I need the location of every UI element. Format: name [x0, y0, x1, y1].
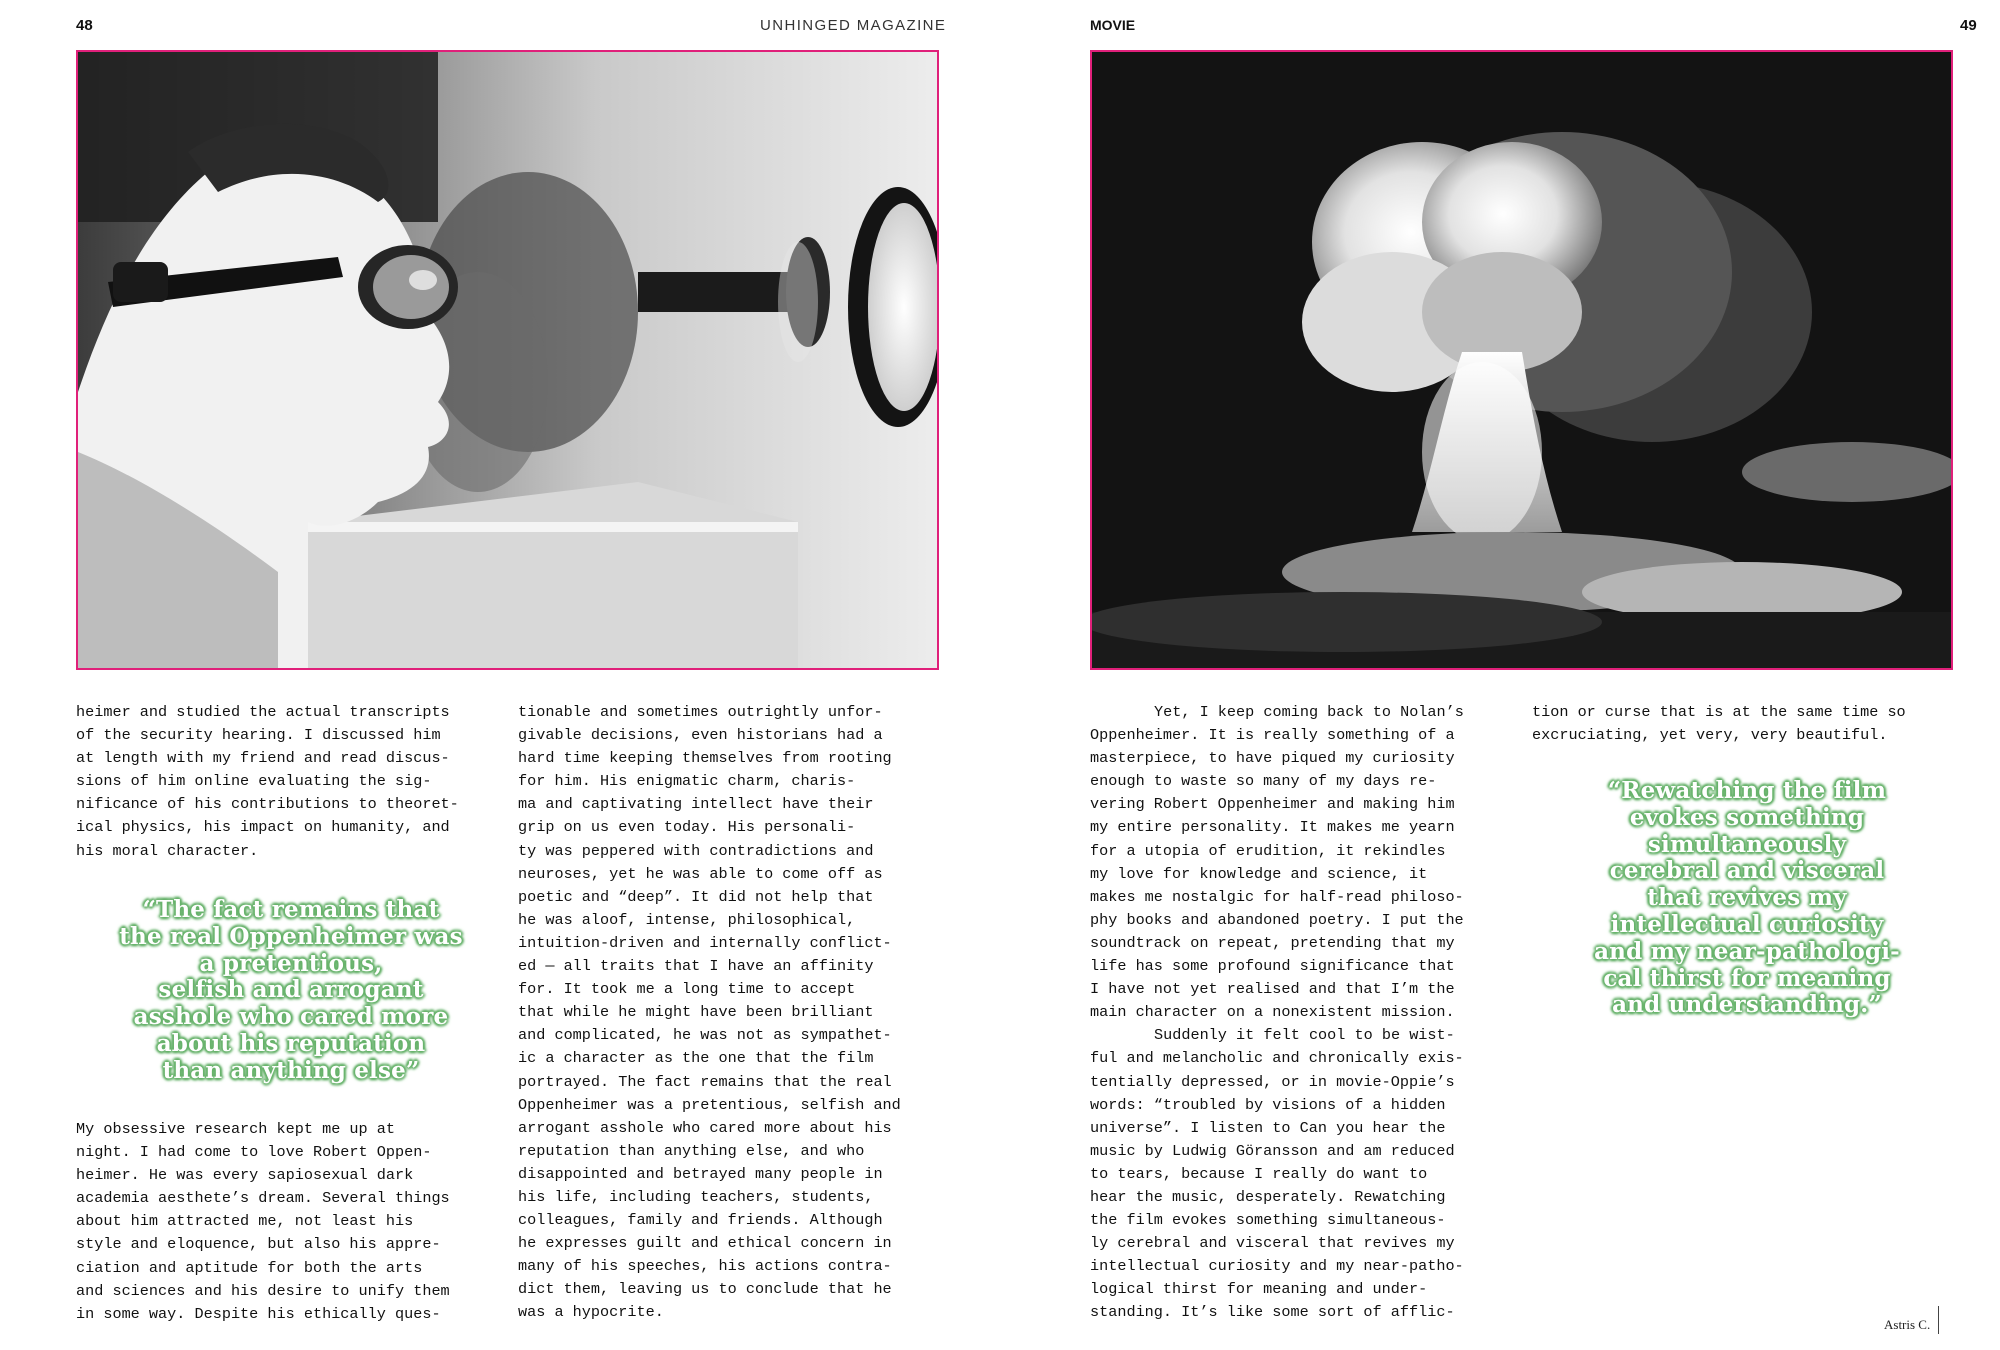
body-line: ed — all traits that I have an affinity: [518, 957, 874, 976]
body-line: sions of him online evaluating the sig-: [76, 772, 432, 791]
pull-quote-line: selfish and arrogant: [158, 976, 424, 1004]
body-line: ma and captivating intellect have their: [518, 795, 874, 814]
body-line: ic a character as the one that the film: [518, 1049, 874, 1068]
body-line: standing. It’s like some sort of afflic-: [1090, 1303, 1455, 1322]
pull-quote-line: and understanding.”: [1612, 991, 1882, 1019]
author-credit: Astris C.: [1884, 1317, 1931, 1332]
body-line: and complicated, he was not as sympathet-: [518, 1026, 892, 1045]
body-line: for him. His enigmatic charm, charis-: [518, 772, 856, 791]
pull-quote-line: and my near-pathologi-: [1594, 937, 1900, 965]
body-line: soundtrack on repeat, pretending that my: [1090, 933, 1455, 952]
left-column-2: [518, 701, 948, 1325]
body-line: makes me nostalgic for half-read philoso-: [1090, 887, 1464, 906]
body-line: heimer. He was every sapiosexual dark: [76, 1166, 414, 1185]
body-line: night. I had come to love Robert Oppen-: [76, 1143, 432, 1162]
body-line: the film evokes something simultaneous-: [1090, 1211, 1446, 1230]
body-line: my love for knowledge and science, it: [1090, 864, 1428, 883]
body-line: at length with my friend and read discus-: [76, 749, 450, 768]
page-number-right: 49: [1960, 17, 1977, 34]
body-line: ical physics, his impact on humanity, and: [76, 818, 450, 837]
body-line: portrayed. The fact remains that the real: [518, 1072, 892, 1091]
pull-quote-line: asshole who cared more: [133, 1003, 449, 1031]
credit-divider: [1938, 1306, 1939, 1334]
body-line: was a hypocrite.: [518, 1303, 664, 1322]
body-line: neuroses, yet he was able to come off as: [518, 864, 883, 883]
body-line: tentially depressed, or in movie-Oppie’s: [1090, 1072, 1455, 1091]
body-line: reputation than anything else, and who: [518, 1141, 865, 1160]
pull-quote-line: simultaneously: [1647, 830, 1847, 858]
left-column-1-bottom: [76, 1118, 506, 1326]
body-line: vering Robert Oppenheimer and making him: [1090, 795, 1455, 814]
body-line: disappointed and betrayed many people in: [518, 1164, 883, 1183]
pull-quote-line: “The fact remains that: [142, 896, 440, 923]
body-line: Oppenheimer was a pretentious, selfish and: [518, 1095, 901, 1114]
body-line: enough to waste so many of my days re-: [1090, 772, 1437, 791]
pull-quote-line: that revives my: [1647, 884, 1847, 912]
body-line: dict them, leaving us to conclude that he: [518, 1280, 892, 1299]
body-line: poetic and “deep”. It did not help that: [518, 887, 874, 906]
right-column-1: [1090, 701, 1520, 1325]
body-line: of the security hearing. I discussed him: [76, 726, 441, 745]
pull-quote-left: [76, 897, 506, 1085]
body-line: universe”. I listen to Can you hear the: [1090, 1118, 1446, 1137]
photo-illustration-explosion: [1092, 52, 1953, 670]
body-line: life has some profound significance that: [1090, 957, 1455, 976]
body-line: and sciences and his desire to unify them: [76, 1281, 450, 1300]
page-number-left: 48: [76, 17, 93, 34]
mushroom-cloud-photo: [1090, 50, 1953, 670]
body-line: arrogant asshole who cared more about his: [518, 1118, 892, 1137]
pull-quote-line: evokes something: [1629, 803, 1865, 831]
pull-quote-line: about his reputation: [156, 1029, 426, 1057]
body-line: many of his speeches, his actions contra-: [518, 1257, 892, 1276]
body-line: about him attracted me, not least his: [76, 1212, 414, 1231]
body-line: tionable and sometimes outrightly unfor-: [518, 703, 883, 721]
body-line: phy books and abandoned poetry. I put the: [1090, 910, 1464, 929]
body-line: Suddenly it felt cool to be wist-: [1154, 1026, 1455, 1045]
pull-quote-right: [1532, 778, 1962, 1019]
right-page: [1000, 0, 2000, 1350]
body-line: intuition-driven and internally conflict-: [518, 933, 892, 952]
body-line: for. It took me a long time to accept: [518, 980, 856, 999]
body-line: his moral character.: [76, 841, 259, 860]
body-line: heimer and studied the actual transcripts: [76, 703, 450, 721]
body-line: colleagues, family and friends. Although: [518, 1211, 883, 1230]
pull-quote-line: the real Oppenheimer was: [119, 922, 463, 950]
body-line: in some way. Despite his ethically ques-: [76, 1304, 441, 1323]
photo-illustration-goggles: [78, 52, 939, 670]
body-line: to tears, because I really do want to: [1090, 1164, 1428, 1183]
body-line: My obsessive research kept me up at: [76, 1120, 395, 1138]
body-line: words: “troubled by visions of a hidden: [1090, 1095, 1446, 1114]
body-line: masterpiece, to have piqued my curiosity: [1090, 749, 1455, 768]
body-line: style and eloquence, but also his appre-: [76, 1235, 441, 1254]
body-line: ciation and aptitude for both the arts: [76, 1258, 423, 1277]
body-line: Oppenheimer. It is really something of a: [1090, 726, 1455, 745]
body-line: Yet, I keep coming back to Nolan’s: [1154, 703, 1464, 721]
section-label: MOVIE: [1090, 17, 1136, 33]
body-line: he was aloof, intense, philosophical,: [518, 910, 856, 929]
body-line: main character on a nonexistent mission.: [1090, 1003, 1455, 1022]
body-line: excruciating, yet very, very beautiful.: [1532, 726, 1888, 745]
body-line: tion or curse that is at the same time so: [1532, 703, 1906, 721]
body-line: hear the music, desperately. Rewatching: [1090, 1187, 1446, 1206]
body-line: logical thirst for meaning and under-: [1090, 1280, 1428, 1299]
right-column-2: [1532, 701, 1962, 747]
pull-quote-line: than anything else”: [162, 1056, 420, 1084]
body-line: my entire personality. It makes me yearn: [1090, 818, 1455, 837]
body-line: he expresses guilt and ethical concern in: [518, 1234, 892, 1253]
body-line: ful and melancholic and chronically exis-: [1090, 1049, 1464, 1068]
body-line: ty was peppered with contradictions and: [518, 841, 874, 860]
man-in-goggles-photo: [76, 50, 939, 670]
body-line: his life, including teachers, students,: [518, 1187, 874, 1206]
body-line: for a utopia of erudition, it rekindles: [1090, 841, 1446, 860]
running-head: UNHINGED MAGAZINE: [760, 17, 947, 34]
body-line: I have not yet realised and that I’m the: [1090, 980, 1455, 999]
body-line: givable decisions, even historians had a: [518, 726, 883, 745]
body-line: music by Ludwig Göransson and am reduced: [1090, 1141, 1455, 1160]
body-line: that while he might have been brilliant: [518, 1003, 874, 1022]
body-line: grip on us even today. His personali-: [518, 818, 856, 837]
pull-quote-line: “Rewatching the film: [1607, 777, 1887, 804]
pull-quote-line: cerebral and visceral: [1609, 857, 1885, 885]
pull-quote-line: intellectual curiosity: [1610, 910, 1884, 938]
pull-quote-line: cal thirst for meaning: [1603, 964, 1891, 992]
body-line: intellectual curiosity and my near-patho-: [1090, 1257, 1464, 1276]
body-line: nificance of his contributions to theoret-: [76, 795, 459, 814]
pull-quote-line: a pretentious,: [199, 949, 383, 977]
body-line: hard time keeping themselves from rooting: [518, 749, 892, 768]
left-column-1-top: [76, 701, 506, 863]
body-line: ly cerebral and visceral that revives my: [1090, 1234, 1455, 1253]
body-line: academia aesthete’s dream. Several things: [76, 1189, 450, 1208]
